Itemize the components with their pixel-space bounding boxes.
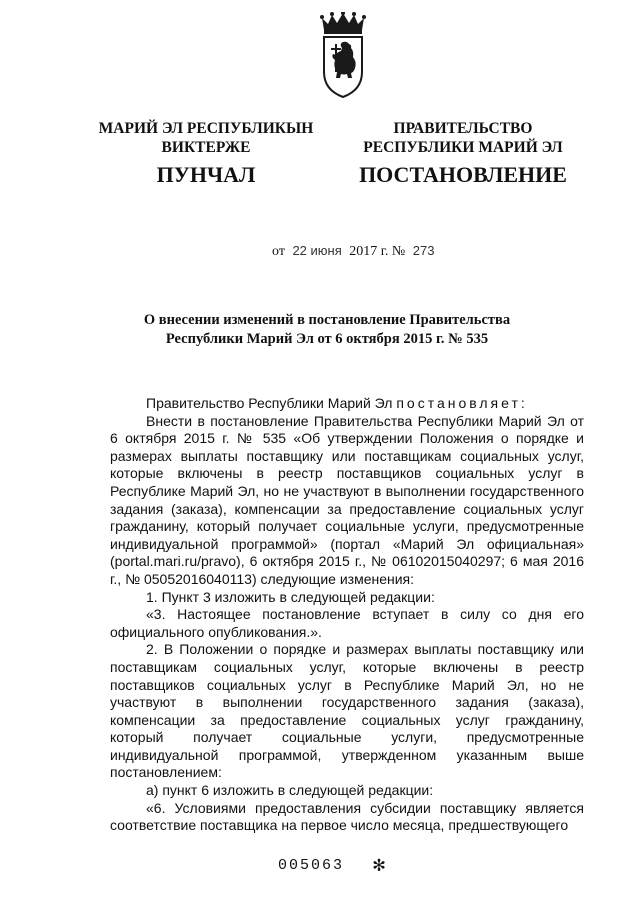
doc-type-left: ПУНЧАЛ xyxy=(156,162,256,187)
paragraph-item-2: 2. В Положении о порядке и размерах выплаты поставщику или поставщикам социальных услуг, которые включены в реестр поставщиков социальных услуг в Республике Марий Эл, но не участвуют в выполнении государственного задания (заказа), компенсации за предоставление социальных услуг гражданину, который получает социальные услуги, предусмотренные индивидуальной программой, утвержденном указанным выше постановлением: xyxy=(110,641,584,781)
paragraph-item-1-text: «3. Настоящее постановление вступает в силу со дня его официального опубликования.». xyxy=(110,606,584,640)
serial-number: 005063 xyxy=(278,857,345,874)
coat-of-arms-icon xyxy=(318,12,368,98)
intro-paragraph xyxy=(110,395,584,413)
date-year: 2017 г. № xyxy=(349,244,406,259)
date-line xyxy=(272,243,438,260)
intro-spaced-verb: постановляет: xyxy=(396,395,528,411)
document-number: 273 xyxy=(412,243,435,258)
intro-text: Правительство Республики Марий Эл xyxy=(146,395,393,411)
document-title xyxy=(100,311,554,349)
paragraph-item-1: 1. Пункт 3 изложить в следующей редакции: xyxy=(146,588,435,605)
header-right-authority xyxy=(346,119,580,157)
header-left-line2: ВИКТЕРЖЕ xyxy=(161,139,251,156)
document-body xyxy=(110,395,584,835)
title-line1: О внесении изменений в постановление Правительства xyxy=(143,312,511,328)
header-right-line1: ПРАВИТЕЛЬСТВО xyxy=(393,120,533,137)
paragraph-subitem-a: а) пункт 6 изложить в следующей редакции: xyxy=(146,782,434,799)
date-prefix: от xyxy=(272,244,285,259)
doc-type-right: ПОСТАНОВЛЕНИЕ xyxy=(359,162,567,187)
header-right-line2: РЕСПУБЛИКИ МАРИЙ ЭЛ xyxy=(363,139,563,156)
title-line2: Республики Марий Эл от 6 октября 2015 г. № 535 xyxy=(165,331,489,347)
paragraph-main: Внести в постановление Правительства Республики Марий Эл от 6 октября 2015 г. № 535 «Об утверждении Положения о порядке и размерах выплаты поставщику или поставщикам социальных услуг, которые включены в реестр поставщиков социальных услуг в Республике Марий Эл, но не участвуют в выполнении государственного задания (заказа), компенсации за предоставление социальных услуг гражданину, который получает социальные услуги, предусмотренные индивидуальной программой» (портал «Марий Эл официальная» (portal.mari.ru/pravo), 6 октября 2015 г., № 06102015040297; 6 мая 2016 г., № 05052016040113) следующие изменения: xyxy=(110,412,584,587)
serial-footer xyxy=(278,850,387,876)
date-value: 22 июня xyxy=(292,243,342,258)
header-left-line1: МАРИЙ ЭЛ РЕСПУБЛИКЫН xyxy=(98,120,314,137)
header-left-authority xyxy=(88,119,324,157)
asterisk-mark-icon: ✻ xyxy=(373,855,388,878)
paragraph-item-6-text: «6. Условиями предоставления субсидии поставщику является соответствие поставщика на первое число месяца, предшествующего xyxy=(110,799,584,834)
